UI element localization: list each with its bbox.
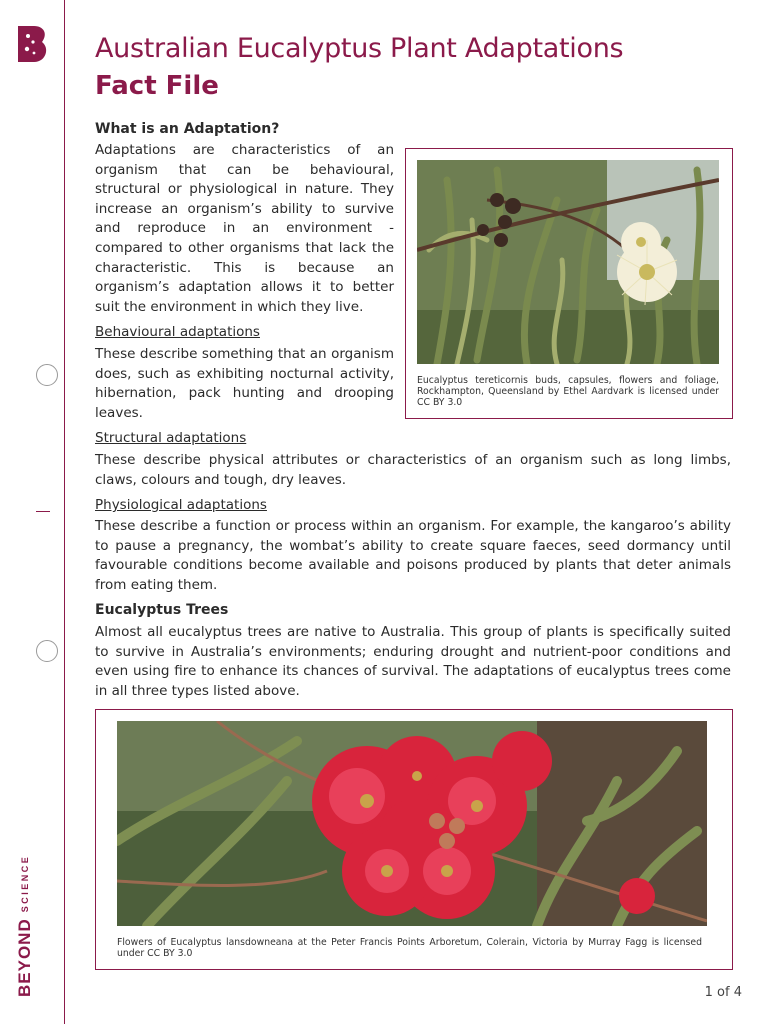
heading-structural: Structural adaptations	[95, 430, 247, 446]
brand-wordmark	[15, 855, 35, 997]
paragraph-eucalyptus: Almost all eucalyptus trees are native to Australia. This group of plants is specifically suited to survive in Australia’s environments; enduring drought and nutrient-poor conditions and even using fire to enhance its chances of survival. The adaptations of eucalyptus trees come in all three types listed above.	[95, 624, 731, 699]
page-subtitle: Fact File	[95, 71, 219, 101]
page-title: Australian Eucalyptus Plant Adaptations	[95, 33, 624, 64]
beyond-logo-icon	[14, 22, 50, 66]
punch-hole-2	[36, 640, 58, 662]
paragraph-structural: These describe physical attributes or characteristics of an organism such as long limbs, claws, colours and tough, dry leaves.	[95, 452, 731, 488]
fold-mark	[36, 511, 50, 512]
page-number: 1 of 4	[704, 985, 742, 1000]
margin-line	[64, 0, 65, 1024]
caption-tereticornis: Eucalyptus tereticornis buds, capsules, flowers and foliage, Rockhampton, Queensland by Ethel Aardvark is licensed under CC BY 3.0	[417, 375, 719, 409]
heading-what-is-adaptation: What is an Adaptation?	[95, 121, 280, 137]
punch-hole-1	[36, 364, 58, 386]
heading-behavioural: Behavioural adaptations	[95, 324, 260, 340]
eucalyptus-lansdowneana-photo	[117, 721, 707, 926]
heading-eucalyptus-trees: Eucalyptus Trees	[95, 602, 229, 618]
brand-word-science: SCIENCE	[20, 854, 30, 913]
brand-word-beyond: BEYOND	[15, 918, 34, 997]
paragraph-physiological: These describe a function or process within an organism. For example, the kangaroo’s ability to pause a pregnancy, the wombat’s ability to create square faeces, seed dormancy until favourable conditions become available and poisons produced by plants that deter animals from eating them.	[95, 518, 731, 593]
caption-lansdowneana: Flowers of Eucalyptus lansdowneana at the Peter Francis Points Arboretum, Colerain, Victoria by Murray Fagg is licensed under CC BY 3.0	[117, 937, 702, 960]
paragraph-behavioural: These describe something that an organism does, such as exhibiting nocturnal activity, hibernation, pack hunting and drooping leaves.	[95, 346, 394, 421]
figure-tereticornis	[405, 148, 733, 419]
heading-physiological: Physiological adaptations	[95, 497, 267, 513]
paragraph-adaptation: Adaptations are characteristics of an organism that can be behavioural, structural or physiological in nature. They increase an organism’s ability to survive and reproduce in an environment - compared to other organisms that lack the characteristic. This is because an organism’s adaptation allows it to better suit the environment in which they live.	[95, 142, 394, 315]
eucalyptus-tereticornis-photo	[417, 160, 719, 364]
figure-lansdowneana	[95, 709, 733, 970]
